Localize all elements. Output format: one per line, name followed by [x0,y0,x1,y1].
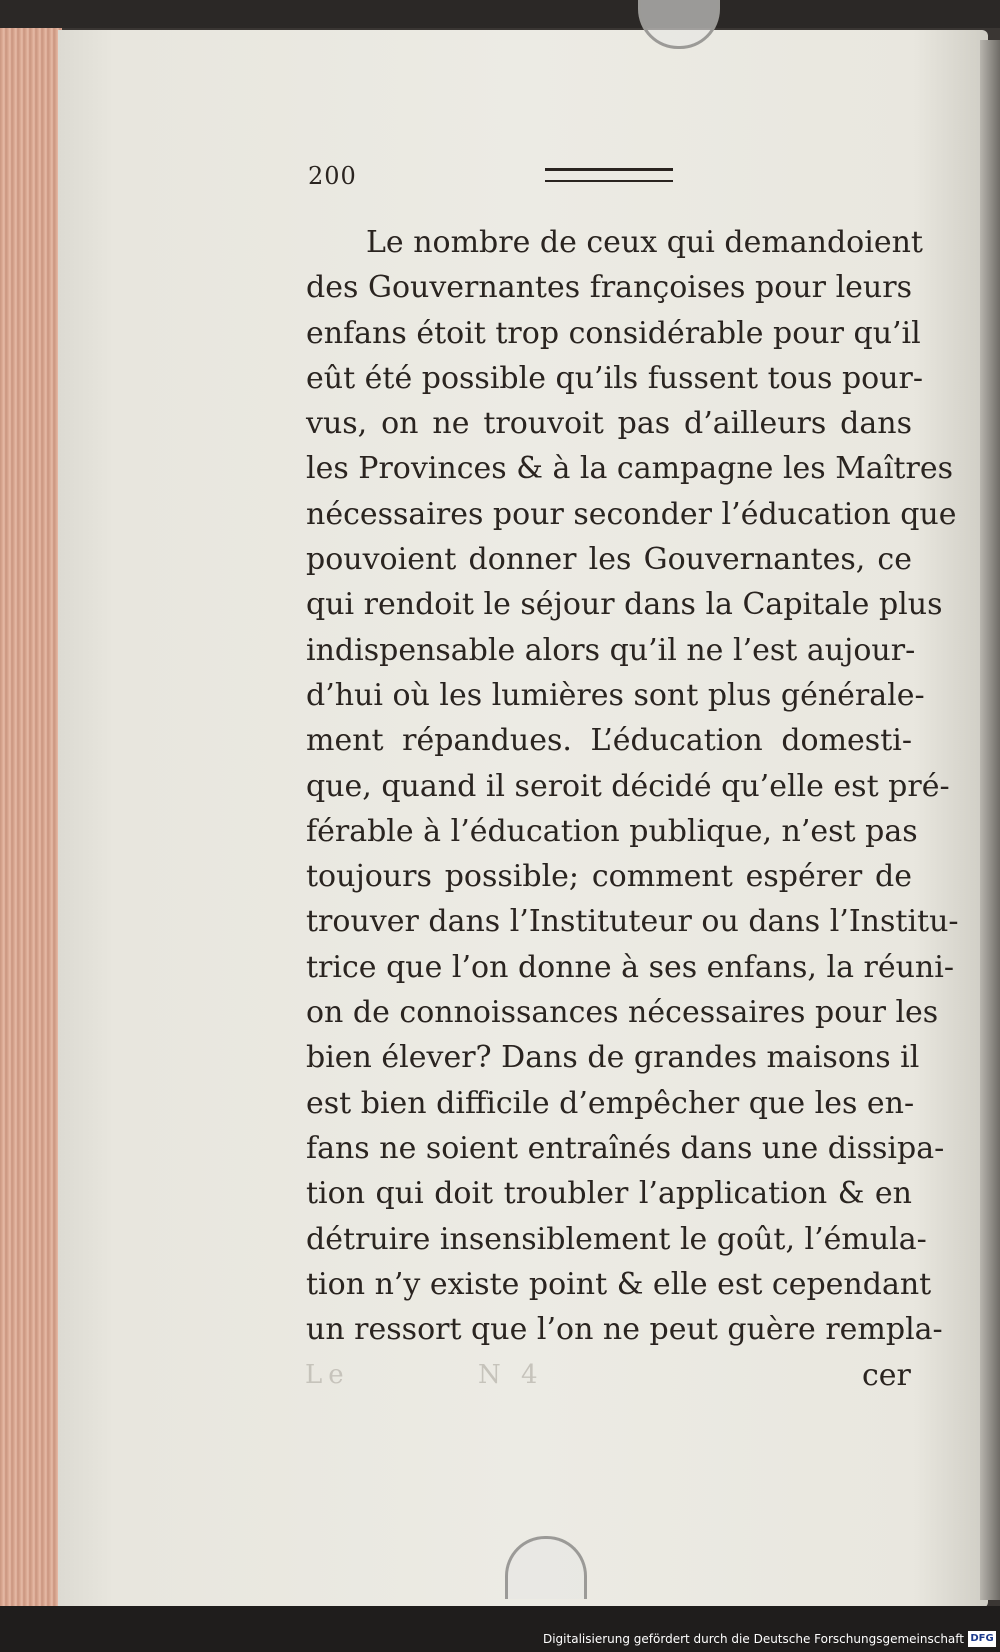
text-line: trice que l’on donne à ses enfans, la réuni- [306,949,954,985]
text-line: d’hui où les lumières sont plus générale- [306,677,925,713]
text-line: Le nombre de ceux qui demandoient [366,225,923,260]
text-line: enfans étoit trop considérable pour qu’il [306,315,921,351]
text-line: un ressort que l’on ne peut guère rempla- [306,1312,943,1348]
scan-top-border [0,0,1000,28]
dfg-logo: DFG [968,1631,996,1647]
text-line: nécessaires pour seconder l’éducation que [306,496,957,532]
text-line: on de connoissances nécessaires pour les [306,995,939,1031]
text-line: ment répandues. L’éducation domesti- [306,723,912,759]
text-line: que, quand il seroit décidé qu’elle est pré- [306,768,950,804]
body-text [306,220,959,1352]
text-line: indispensable alors qu’il ne l’est aujour- [306,632,916,668]
text-line: les Provinces & à la campagne les Maîtres [306,451,953,487]
text-line: eût été possible qu’ils fussent tous pour- [306,360,924,396]
text-line: trouver dans l’Instituteur ou dans l’Institu- [306,904,959,940]
text-line: tion qui doit troubler l’application & en [306,1176,912,1212]
page-stack-edge [0,28,62,1606]
page-number: 200 [308,162,357,190]
text-line: est bien difficile d’empêcher que les en- [306,1085,915,1121]
text-line: détruire insensiblement le goût, l’émula- [306,1221,927,1257]
text-line: férable à l’éducation publique, n’est pas [306,813,918,849]
page-gutter-shadow [980,40,1000,1600]
header-rule [545,168,673,182]
text-line: fans ne soient entraînés dans une dissipa- [306,1130,945,1166]
funding-credit: Digitalisierung gefördert durch die Deutsche Forschungsgemeinschaft [542,1632,964,1646]
text-line: vus, on ne trouvoit pas d’ailleurs dans [306,406,912,442]
text-line: bien élever? Dans de grandes maisons il [306,1040,920,1076]
catchword: cer [862,1358,911,1393]
text-line: tion n’y existe point & elle est cependant [306,1266,932,1302]
text-line: des Gouvernantes françoises pour leurs [306,270,912,306]
show-through-text: Le N 4 [305,1360,544,1390]
text-line: pouvoient donner les Gouvernantes, ce [306,542,912,578]
text-line: qui rendoit le séjour dans la Capitale plus [306,587,943,623]
text-line: toujours possible; comment espérer de [306,859,912,895]
